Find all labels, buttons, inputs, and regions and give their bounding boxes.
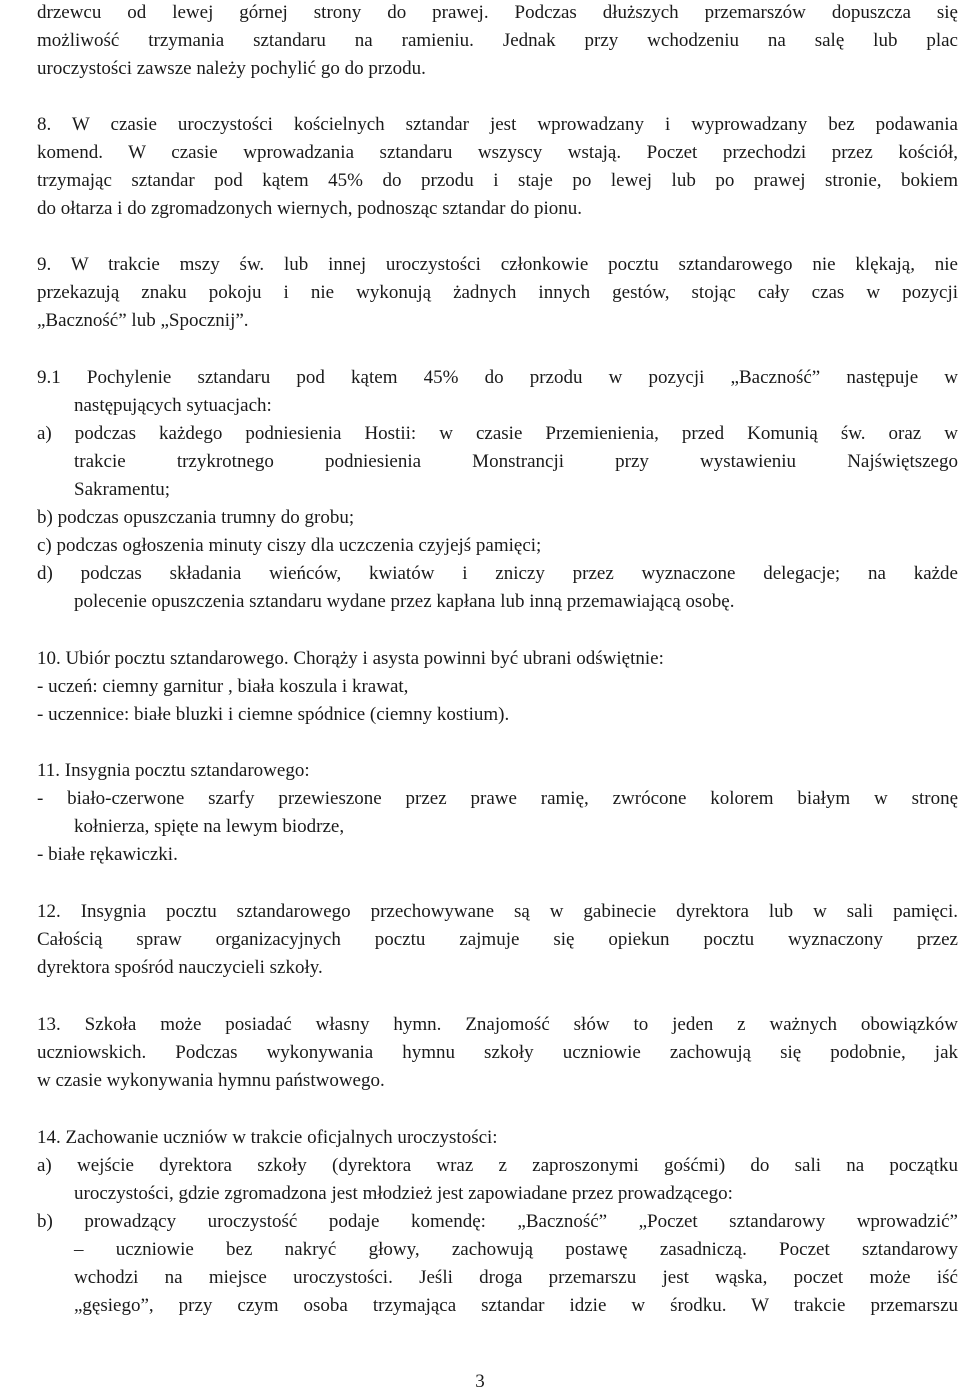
text-line: trzymając sztandar pod kątem 45% do przodu i staje po lewej lub po prawej stronie, bokiem [37,170,958,191]
text-line: dyrektora spośród nauczycieli szkoły. [37,957,323,978]
text-line: możliwość trzymania sztandaru na ramieniu. Jednak przy wchodzeniu na salę lub plac [37,30,958,51]
text-line: 9.1 Pochylenie sztandaru pod kątem 45% do przodu w pozycji „Baczność” następuje w [37,367,958,388]
text-line: kołnierza, spięte na lewym biodrze, [74,816,345,837]
text-line: następujących sytuacjach: [74,395,272,416]
paragraph-9-1 [37,364,958,616]
text-line: „Baczność” lub „Spocznij”. [37,310,249,331]
text-line: – uczniowie bez nakryć głowy, zachowują postawę zasadniczą. Poczet sztandarowy [74,1239,958,1260]
text-line: w czasie wykonywania hymnu państwowego. [37,1070,385,1091]
text-line: uroczystości zawsze należy pochylić go do przodu. [37,58,426,79]
paragraph-12 [37,898,958,982]
text-line: 8. W czasie uroczystości kościelnych sztandar jest wprowadzany i wyprowadzany bez podawania [37,114,958,135]
list-item: - uczeń: ciemny garnitur , biała koszula i krawat, [37,676,409,697]
paragraph-10 [37,645,958,729]
list-item: a) podczas każdego podniesienia Hostii: w czasie Przemienienia, przed Komunią św. oraz w [37,423,958,444]
list-item: - uczennice: białe bluzki i ciemne spódnice (ciemny kostium). [37,704,510,725]
page-number: 3 [475,1371,485,1392]
list-item: d) podczas składania wieńców, kwiatów i zniczy przez wyznaczone delegacje; na każde [37,563,958,584]
text-line: 12. Insygnia pocztu sztandarowego przechowywane są w gabinecie dyrektora lub w sali pamięci. [37,901,958,922]
paragraph-8 [37,111,958,223]
paragraph-13 [37,1011,958,1095]
text-line: 11. Insygnia pocztu sztandarowego: [37,760,310,781]
intro-paragraph [37,0,958,83]
list-item: c) podczas ogłoszenia minuty ciszy dla uczczenia czyjejś pamięci; [37,535,542,556]
text-line: uroczystości, gdzie zgromadzona jest młodzież jest zapowiadane przez prowadzącego: [74,1183,733,1204]
paragraph-11 [37,757,958,869]
text-line: Sakramentu; [74,479,171,500]
list-item: a) wejście dyrektora szkoły (dyrektora wraz z zaproszonymi gośćmi) do sali na początku [37,1155,958,1176]
text-line: wchodzi na miejsce uroczystości. Jeśli droga przemarszu jest wąska, poczet może iść [74,1267,958,1288]
text-line: trakcie trzykrotnego podniesienia Monstrancji przy wystawieniu Najświętszego [74,451,958,472]
text-line: do ołtarza i do zgromadzonych wiernych, podnosząc sztandar do pionu. [37,198,583,219]
text-line: Całością spraw organizacyjnych pocztu zajmuje się opiekun pocztu wyznaczony przez [37,929,958,950]
text-line: uczniowskich. Podczas wykonywania hymnu szkoły uczniowie zachowują się podobnie, jak [37,1042,958,1063]
text-line: polecenie opuszczenia sztandaru wydane przez kapłana lub inną przemawiającą osobę. [74,591,735,612]
text-line: komend. W czasie wprowadzania sztandaru wszyscy wstają. Poczet przechodzi przez kościół, [37,142,958,163]
paragraph-9 [37,251,958,335]
list-item: b) podczas opuszczania trumny do grobu; [37,507,355,528]
text-line: drzewcu od lewej górnej strony do prawej. Podczas dłuższych przemarszów dopuszcza się [37,2,958,23]
list-item: - biało-czerwone szarfy przewieszone przez prawe ramię, zwrócone kolorem białym w stronę [37,788,958,809]
text-line: 10. Ubiór pocztu sztandarowego. Chorąży i asysta powinni być ubrani odświętnie: [37,648,664,669]
text-line: 14. Zachowanie uczniów w trakcie oficjalnych uroczystości: [37,1127,498,1148]
list-item: b) prowadzący uroczystość podaje komendę: „Baczność” „Poczet sztandarowy wprowadzić” [37,1211,958,1232]
paragraph-14 [37,1124,958,1320]
text-line: 9. W trakcie mszy św. lub innej uroczystości członkowie pocztu sztandarowego nie klękają, nie [37,254,958,275]
text-line: przekazują znaku pokoju i nie wykonują żadnych innych gestów, stojąc cały czas w pozycji [37,282,958,303]
text-line: „gęsiego”, przy czym osoba trzymająca sztandar idzie w środku. W trakcie przemarszu [74,1295,958,1316]
list-item: - białe rękawiczki. [37,844,178,865]
text-line: 13. Szkoła może posiadać własny hymn. Znajomość słów to jeden z ważnych obowiązków [37,1014,958,1035]
